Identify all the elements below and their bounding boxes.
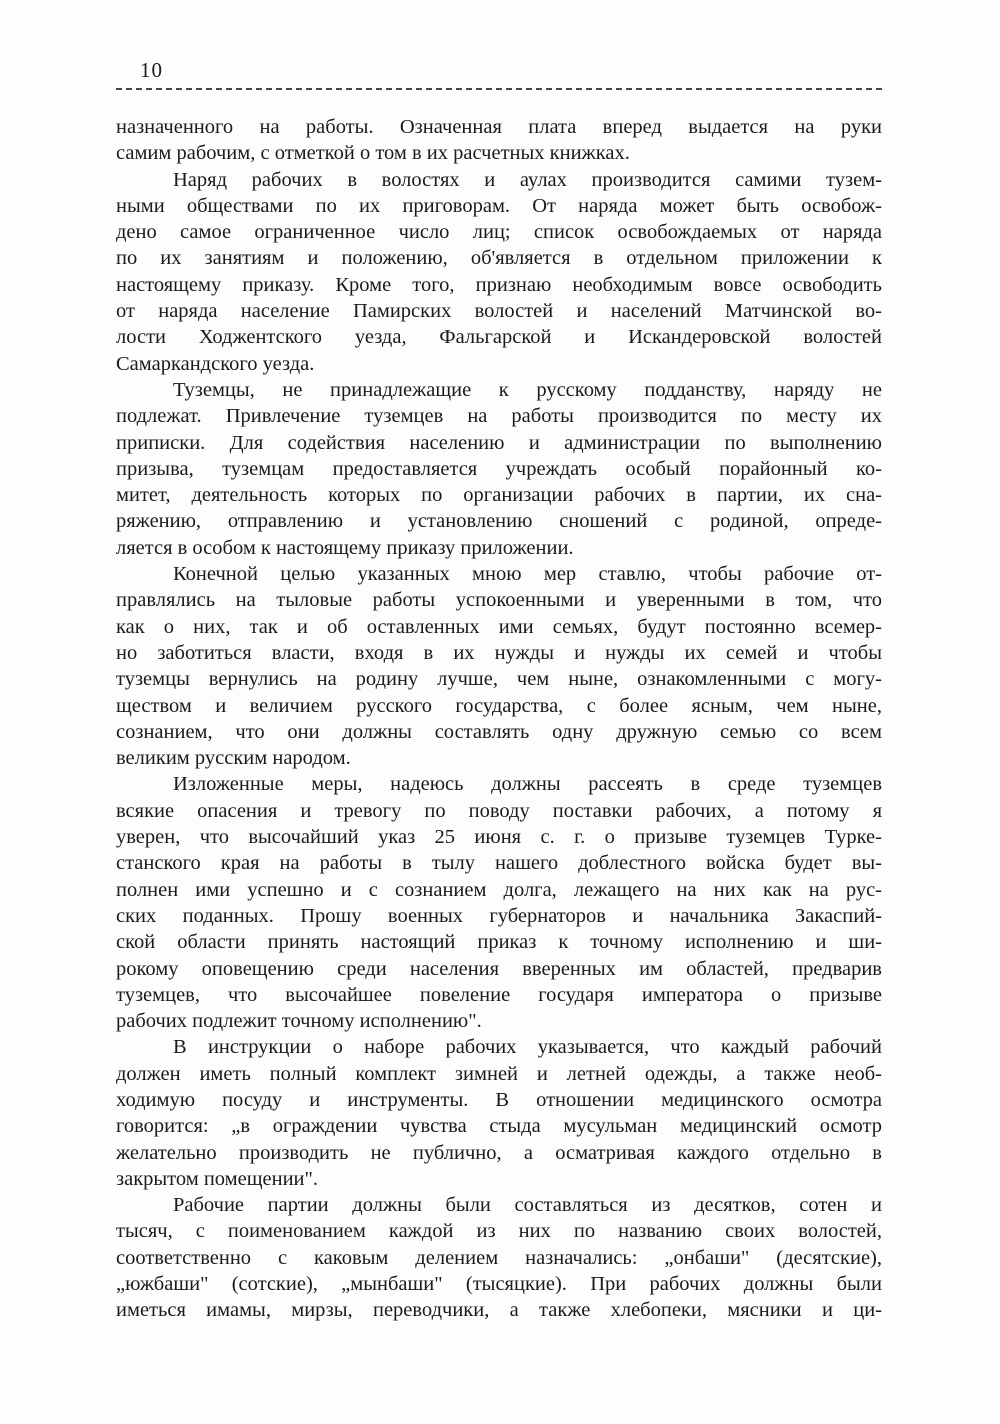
text-line: ходимую посуду и инструменты. В отношении медицинского осмотра bbox=[116, 1088, 882, 1111]
text-line: В инструкции о наборе рабочих указывается, что каждый рабочий bbox=[173, 1036, 882, 1059]
text-line: говорится: „в ограждении чувства стыда мусульман медицинский осмотр bbox=[116, 1115, 882, 1138]
text-line: Самаркандского уезда. bbox=[116, 352, 315, 375]
text-line: тысяч, с поименованием каждой из них по названию своих волостей, bbox=[116, 1220, 882, 1243]
text-line: ществом и величием русского государства, с более ясным, чем ныне, bbox=[116, 694, 882, 717]
paragraph bbox=[116, 1192, 882, 1323]
text-line: приписки. Для содействия населению и администрации по выполнению bbox=[116, 431, 882, 454]
text-line: призыва, туземцам предоставляется учреждать особый порайонный ко- bbox=[116, 457, 882, 480]
text-line: по их занятиям и положению, об'является в отдельном приложении к bbox=[116, 247, 882, 270]
text-line: закрытом помещении". bbox=[116, 1167, 319, 1190]
text-line: туземцы вернулись на родину лучше, чем ныне, ознакомленными с могу- bbox=[116, 668, 882, 691]
text-line: полнен ими успешно и с сознанием долга, лежащего на них как на рус- bbox=[116, 878, 882, 901]
text-line: ными обществами по их приговорам. От наряда может быть освобож- bbox=[116, 194, 882, 217]
text-line: туземцев, что высочайшее повеление государя императора о призыве bbox=[116, 983, 882, 1006]
paragraph bbox=[116, 771, 882, 1034]
text-line: ляется в особом к настоящему приказу приложении. bbox=[116, 536, 574, 559]
text-line: всякие опасения и тревогу по поводу поставки рабочих, а потому я bbox=[116, 799, 882, 822]
text-line: лости Ходжентского уезда, Фальгарской и Искандеровской волостей bbox=[116, 326, 882, 349]
text-line: Рабочие партии должны были составляться из десятков, сотен и bbox=[173, 1194, 882, 1217]
text-line: Туземцы, не принадлежащие к русскому подданству, наряду не bbox=[173, 378, 882, 401]
text-line: желательно производить не публично, а осматривая каждого отдельно в bbox=[116, 1141, 882, 1164]
text-line: иметься имамы, мирзы, переводчики, а также хлебопеки, мясники и ци- bbox=[116, 1299, 882, 1322]
text-line: но заботиться власти, входя в их нужды и нужды их семей и чтобы bbox=[116, 641, 882, 664]
text-line: соответственно с каковым делением назначались: „онбаши" (десятские), bbox=[116, 1246, 882, 1269]
text-line: уверен, что высочайший указ 25 июня с. г. о призыве туземцев Турке- bbox=[116, 826, 882, 849]
text-line: великим русским народом. bbox=[116, 747, 351, 770]
text-line: Изложенные меры, надеюсь должны рассеять в среде туземцев bbox=[173, 773, 882, 796]
header-rule bbox=[116, 88, 882, 90]
text-line: настоящему приказу. Кроме того, признаю необходимым вовсе освободить bbox=[116, 273, 882, 296]
text-line: рабочих подлежит точному исполнению". bbox=[116, 1010, 482, 1033]
text-line: ской области принять настоящий приказ к точному исполнению и ши- bbox=[116, 931, 882, 954]
text-line: подлежат. Привлечение туземцев на работы производится по месту их bbox=[116, 405, 882, 428]
text-line: „южбаши" (сотские), „мынбаши" (тысяцкие). При рабочих должны были bbox=[116, 1273, 882, 1296]
text-line: назначенного на работы. Означенная плата вперед выдается на руки bbox=[116, 116, 882, 138]
paragraph bbox=[116, 114, 882, 167]
paragraph bbox=[116, 377, 882, 561]
text-line: митет, деятельность которых по организации рабочих в партии, их сна- bbox=[116, 484, 882, 507]
text-line: Наряд рабочих в волостях и аулах производится самими тузем- bbox=[173, 168, 882, 191]
text-line: ских поданных. Прошу военных губернаторов и начальника Закаспий- bbox=[116, 904, 882, 927]
text-line: самим рабочим, с отметкой о том в их расчетных книжках. bbox=[116, 142, 630, 165]
text-line: как о них, так и об оставленных ими семьях, будут постоянно всемер- bbox=[116, 615, 882, 638]
page-number: 10 bbox=[140, 58, 163, 82]
paragraph bbox=[116, 561, 882, 771]
paragraph bbox=[116, 1034, 882, 1192]
text-line: ряжению, отправлению и установлению сношений с родиной, опреде- bbox=[116, 510, 882, 533]
text-line: должен иметь полный комплект зимней и летней одежды, а также необ- bbox=[116, 1062, 882, 1085]
text-line: станского края на работы в тылу нашего доблестного войска будет вы- bbox=[116, 852, 882, 875]
text-line: от наряда население Памирских волостей и населений Матчинской во- bbox=[116, 300, 882, 323]
text-line: Конечной целью указанных мною мер ставлю, чтобы рабочие от- bbox=[173, 563, 882, 586]
text-line: сознанием, что они должны составлять одну дружную семью со всем bbox=[116, 720, 882, 743]
text-line: дено самое ограниченное число лиц; список освобождаемых от наряда bbox=[116, 221, 882, 244]
paragraph bbox=[116, 167, 882, 377]
body-text bbox=[116, 114, 882, 1324]
text-line: правлялись на тыловые работы успокоенными и уверенными в том, что bbox=[116, 589, 882, 612]
text-line: рокому оповещению среди населения вверенных им областей, предварив bbox=[116, 957, 882, 980]
